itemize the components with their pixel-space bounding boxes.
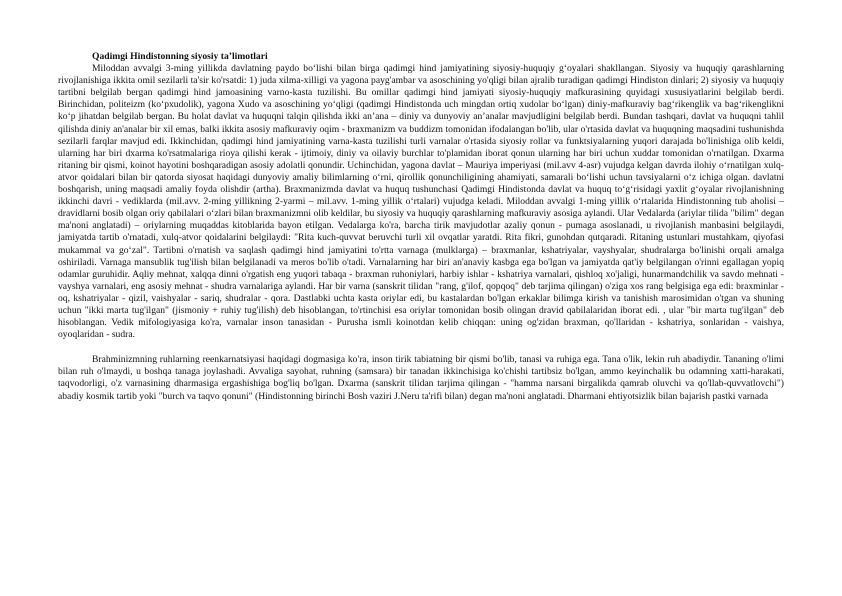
paragraph-1: Miloddan avvalgi 3-ming yillikda davlatning paydo bo‘lishi bilan birga qadimgi hind jamiyatining siyosiy-huquqiy g‘oyalari shakllangan. Siyosiy va huquqiy qarashlarning rivojlanishiga ikkita omil sezilarli ta'sir ko'rsatdi: 1) juda xilma-xilligi va yagona payg'ambar va asoschining yo'qligi bilan ajralib turadigan qadimgi Hindiston dinlari; 2) siyosiy va huquqiy tartibni belgilab bergan qadimgi hind jamoasining varno-kasta tuzilishi. Bu omillar qadimgi hind jamiyati siyosiy-huquqiy mafkurasining quyidagi xususiyatlarini belgilab berdi. Birinchidan, politeizm (ko‘pxudolik), yagona Xudo va asoschining yo‘qligi (qadimgi Hindistonda uch mingdan ortiq xudolar bo‘lgan) diniy-mafkuraviy bag‘rikenglik va bag‘rikenglikni ko‘p jihatdan belgilab bergan. Bu holat davlat va huquqni talqin qilishda ikki an’ana – diniy va dunyoviy an’analar mavjudligini belgilab berdi. Bundan tashqari, davlat va huquqni tahlil qilishda diniy an'analar bir xil emas, balki ikkita asosiy mafkuraviy oqim - braxmanizm va buddizm tomonidan ifodalangan bo'lib, ular o'rtasida davlat va huquqning maqsadini tushunishda sezilarli farqlar mavjud edi. Ikkinchidan, qadimgi hind jamiyatining varna-kasta tuzilishi turli varnalar o'rtasida siyosiy rollar va funktsiyalarning yuqori darajada bo'linishiga olib keldi, ularning har biri dxarma ko'rsatmalariga rioya qilishi kerak - ijtimoiy, diniy va oilaviy burchlar to'plamidan iborat qonun ularning har biri uchun xuddar tomonidan o'rnatilgan. Dxarma ritaning bir qismi, koinot hayotini boshqaradigan asosiy adolatli qonundir. Uchinchidan, yagona davlat – Mauriya imperiyasi (mil.avv 4-asr) vujudga kelgan davrda ilohiy o‘rnatilgan xulq-atvor qoidalari bilan bir qatorda siyosat haqidagi dunyoviy amaliy bilimlarning o‘rni, qirollik qonunchiligining ahamiyati, samarali bo‘lishi uchun tavsiyalarni o‘z ichiga olgan. davlatni boshqarish, uning maqsadi amaliy foyda olishdir (artha). Braxmanizmda davlat va huquq tushunchasi Qadimgi Hindistonda davlat va huquq to‘g‘risidagi yaxlit g‘oyalar rivojlanishning ikkinchi davri - vediklarda (mil.avv. 2-ming yillikning 2-yarmi – mil.avv. 1-ming yillik o‘rtalari) vujudga keladi. Miloddan avvalgi 1-ming yillik o‘rtalarida Hindistonning tub aholisi – dravidlarni bosib olgan oriy qabilalari o‘zlari bilan braxmanizmni olib keldilar, bu siyosiy va huquqiy qarashlarning mafkuraviy asosiga aylandi. Ular Vedalarda (ariylar tilida "bilim" degan ma'noni anglatadi) – oriylarning muqaddas kitoblarida bayon etilgan. Vedalarga ko'ra, barcha tirik mavjudotlar azaliy qonun - pumaga asoslanadi, u rivojlanish manbasini belgilaydi, jamiyatda tartib o'rnatadi, xulq-atvor qoidalarini belgilaydi: "Rita kuch-quvvat beruvchi turli xil ovqatlar yaratdi. Rita fikri, gunohdan qutqaradi. Ritaning ustunlari mustahkam, qiyofasi mukammal va go‘zal". Tartibni o'rnatish va saqlash qadimgi hind jamiyatini to'rtta varnaga (mulklarga) – braxmanlar, kshatriyalar, vayshyalar, shudralarga bo'linishi orqali amalga oshiriladi. Varnaga mansublik tug'ilish bilan belgilanadi va meros bo'lib o'tadi. Varnalarning har biri an'anaviy kasbga ega bo'lgan va jamiyatda qat'iy belgilangan o'rinni egallagan yopiq odamlar guruhidir. Aqliy mehnat, xalqqa dinni o'rgatish eng yuqori tabaqa - braxman ruhoniylari, harbiy ishlar - kshatriya varnalari, qishloq xo'jaligi, hunarmandchilik va savdo mehnati - vayshya varnalari, eng asosiy mehnat - shudra varnalariga aylandi. Har bir varna (sanskrit tilidan "rang, g'ilof, qopqoq" deb tarjima qilingan) o'ziga xos rang belgisiga ega edi: braxminlar - oq, kshatriyalar - qizil, vaishyalar - sariq, shudralar - qora. Dastlabki uchta kasta oriylar edi, bu kastalardan bo'lgan erkaklar bilimga kirish va tanishish marosimidan o'tgan va shuning uchun "ikki marta tug'ilgan" (jismoniy + ruhiy tug'ilish) deb hisoblangan, to'rtinchisi esa oriylar tomonidan bosib olingan dravid qabilalaridan iborat edi. , ular "bir marta tug'ilgan" deb hisoblangan. Vedik mifologiyasiga ko'ra, varnalar inson tanasidan - Purusha ismli koinotdan kelib chiqqan: uning og'zidan braxman, qo'llaridan - kshatriya, sonlaridan - vaishya, oyoqlaridan - sudra. [58,63,784,341]
paragraph-gap [58,341,784,354]
document-title: Qadimgi Hindistonning siyosiy ta’limotlari [92,51,268,62]
paragraph-2: Brahminizmning ruhlarning reenkarnatsiyasi haqidagi dogmasiga ko'ra, inson tirik tabiatning bir qismi bo'lib, tanasi va ruhiga ega. Tana o'lik, lekin ruh abadiydir. Tananing o'limi bilan ruh o'lmaydi, u boshqa tanaga joylashadi. Avvaliga sayohat, ruhning (samsara) bir tanadan ikkinchisiga ko'chishi tartibsiz bo'lgan, ammo keyinchalik bu odamning xatti-harakati, taqvodorligi, o'z varnasining dharmasiga ergashishiga bog'liq bo'lgan. Dxarma (sanskrit tilidan tarjima qilingan - "hamma narsani birgalikda qamrab oluvchi va qo'llab-quvvatlovchi") abadiy kosmik tartib yoki "burch va taqvo qonuni" (Hindistonning birinchi Bosh vaziri J.Neru ta'rifi bilan) degan ma'noni anglatadi. Dharmani ehtiyotsizlik bilan bajarish pastki varnada [58,354,784,402]
document-page [58,51,784,403]
